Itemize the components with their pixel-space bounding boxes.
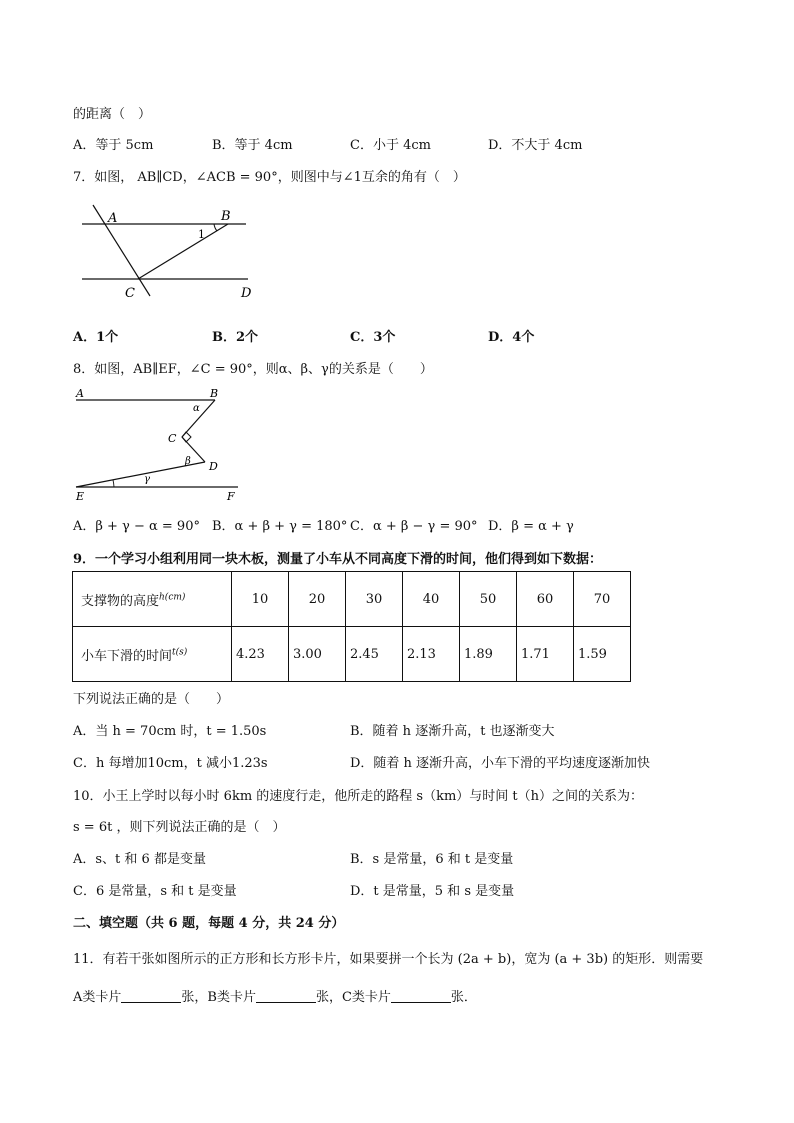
height-cell: 10 (232, 572, 289, 627)
q7-option-a: A．1个 (73, 330, 119, 345)
q11-fill-line (73, 986, 477, 1005)
label-a: A (108, 211, 118, 226)
q11-fill-a: A类卡片 (73, 990, 122, 1005)
time-cell: 1.59 (574, 627, 631, 682)
height-cell: 50 (460, 572, 517, 627)
time-header: 小车下滑的时间$^{t(s)}$ (73, 627, 232, 682)
time-cell: 3.00 (289, 627, 346, 682)
q7-option-c: C．3个 (350, 330, 396, 345)
angle-1-arc (214, 224, 217, 231)
q10-stem: 10．小王上学时以每小时 6km 的速度行走，他所走的路程 s（km）与时间 t（h）之间的关系为： (73, 789, 644, 804)
time-cell: 2.45 (346, 627, 403, 682)
table-row (73, 572, 631, 627)
q10-formula: s = 6t ，则下列说法正确的是（ ） (73, 820, 286, 835)
q9-data-table (72, 571, 631, 682)
height-cell: 30 (346, 572, 403, 627)
time-cell: 4.23 (232, 627, 289, 682)
q11-stem: 11．有若干张如图所示的正方形和长方形卡片，如果要拼一个长为 (2a + b)，宽为 (a + 3b) 的矩形．则需要 (73, 952, 704, 967)
q6-option-a: A．等于 5cm (73, 138, 154, 153)
q9-option-b: B．随着 h 逐渐升高，t 也逐渐变大 (350, 724, 555, 739)
q10-option-d: D．t 是常量，5 和 s 是变量 (350, 884, 515, 899)
q6-option-d: D．不大于 4cm (488, 138, 583, 153)
q10-option-c: C．6 是常量，s 和 t 是变量 (73, 884, 237, 899)
q6-option-b: B．等于 4cm (212, 138, 293, 153)
label-1: 1 (198, 228, 205, 241)
table-row (73, 627, 631, 682)
height-cell: 60 (517, 572, 574, 627)
q6-option-c: C．小于 4cm (350, 138, 431, 153)
label-beta: β (185, 456, 191, 467)
q8-option-c: C．α + β − γ = 90° (350, 519, 478, 534)
label-c: C (168, 432, 177, 445)
label-d: D (241, 286, 252, 301)
q9-prompt: 下列说法正确的是（ ） (73, 692, 230, 707)
q7-option-b: B．2个 (212, 330, 259, 345)
height-cell: 40 (403, 572, 460, 627)
answer-blank-b[interactable] (256, 990, 316, 1003)
q9-option-c: C．h 每增加10cm，t 减小1.23s (73, 756, 268, 771)
label-a: A (76, 387, 84, 400)
height-header: 支撑物的高度$^{h(cm)}$ (73, 572, 232, 627)
q8-option-d: D．β = α + γ (488, 519, 574, 534)
label-gamma: γ (144, 474, 150, 485)
label-f: F (227, 490, 235, 503)
q7-figure (78, 202, 258, 302)
line-bc (138, 224, 228, 279)
label-e: E (76, 490, 85, 503)
q9-stem: 9．一个学习小组利用同一块木板，测量了小车从不同高度下滑的时间，他们得到如下数据： (73, 552, 603, 567)
section-title: 二、填空题（共 6 题，每题 4 分，共 24 分） (73, 916, 345, 931)
label-d: D (209, 460, 218, 473)
q8-stem: 8．如图，AB∥EF，∠C = 90°，则α、β、γ的关系是（ ） (73, 362, 433, 377)
gamma-arc (113, 480, 114, 487)
q11-fill-end: 张． (450, 990, 477, 1005)
q10-option-a: A．s、t 和 6 都是变量 (73, 852, 206, 867)
time-cell: 2.13 (403, 627, 460, 682)
height-cell: 70 (574, 572, 631, 627)
q11-fill-b: 张，B类卡片 (181, 990, 256, 1005)
label-b: B (221, 209, 231, 224)
q9-option-a: A．当 h = 70cm 时，t = 1.50s (73, 724, 267, 739)
label-alpha: α (193, 403, 200, 414)
line-ac (93, 205, 150, 296)
q9-option-d: D．随着 h 逐渐升高，小车下滑的平均速度逐渐加快 (350, 756, 651, 771)
label-c: C (125, 286, 135, 301)
right-angle-mark (182, 432, 191, 442)
height-cell: 20 (289, 572, 346, 627)
answer-blank-c[interactable] (391, 990, 451, 1003)
time-cell: 1.71 (517, 627, 574, 682)
time-cell: 1.89 (460, 627, 517, 682)
q11-fill-c: 张，C类卡片 (315, 990, 391, 1005)
q7-stem: 7．如图， AB∥CD，∠ACB = 90°，则图中与∠1互余的角有（ ） (73, 170, 466, 185)
q10-option-b: B．s 是常量，6 和 t 是变量 (350, 852, 514, 867)
answer-blank-a[interactable] (121, 990, 181, 1003)
q8-figure (72, 386, 242, 504)
q8-option-a: A．β + γ − α = 90° (73, 519, 200, 534)
label-b: B (210, 387, 219, 400)
q7-option-d: D．4个 (488, 330, 535, 345)
q8-option-b: B．α + β + γ = 180° (212, 519, 348, 534)
q6-tail: 的距离（ ） (73, 107, 152, 122)
